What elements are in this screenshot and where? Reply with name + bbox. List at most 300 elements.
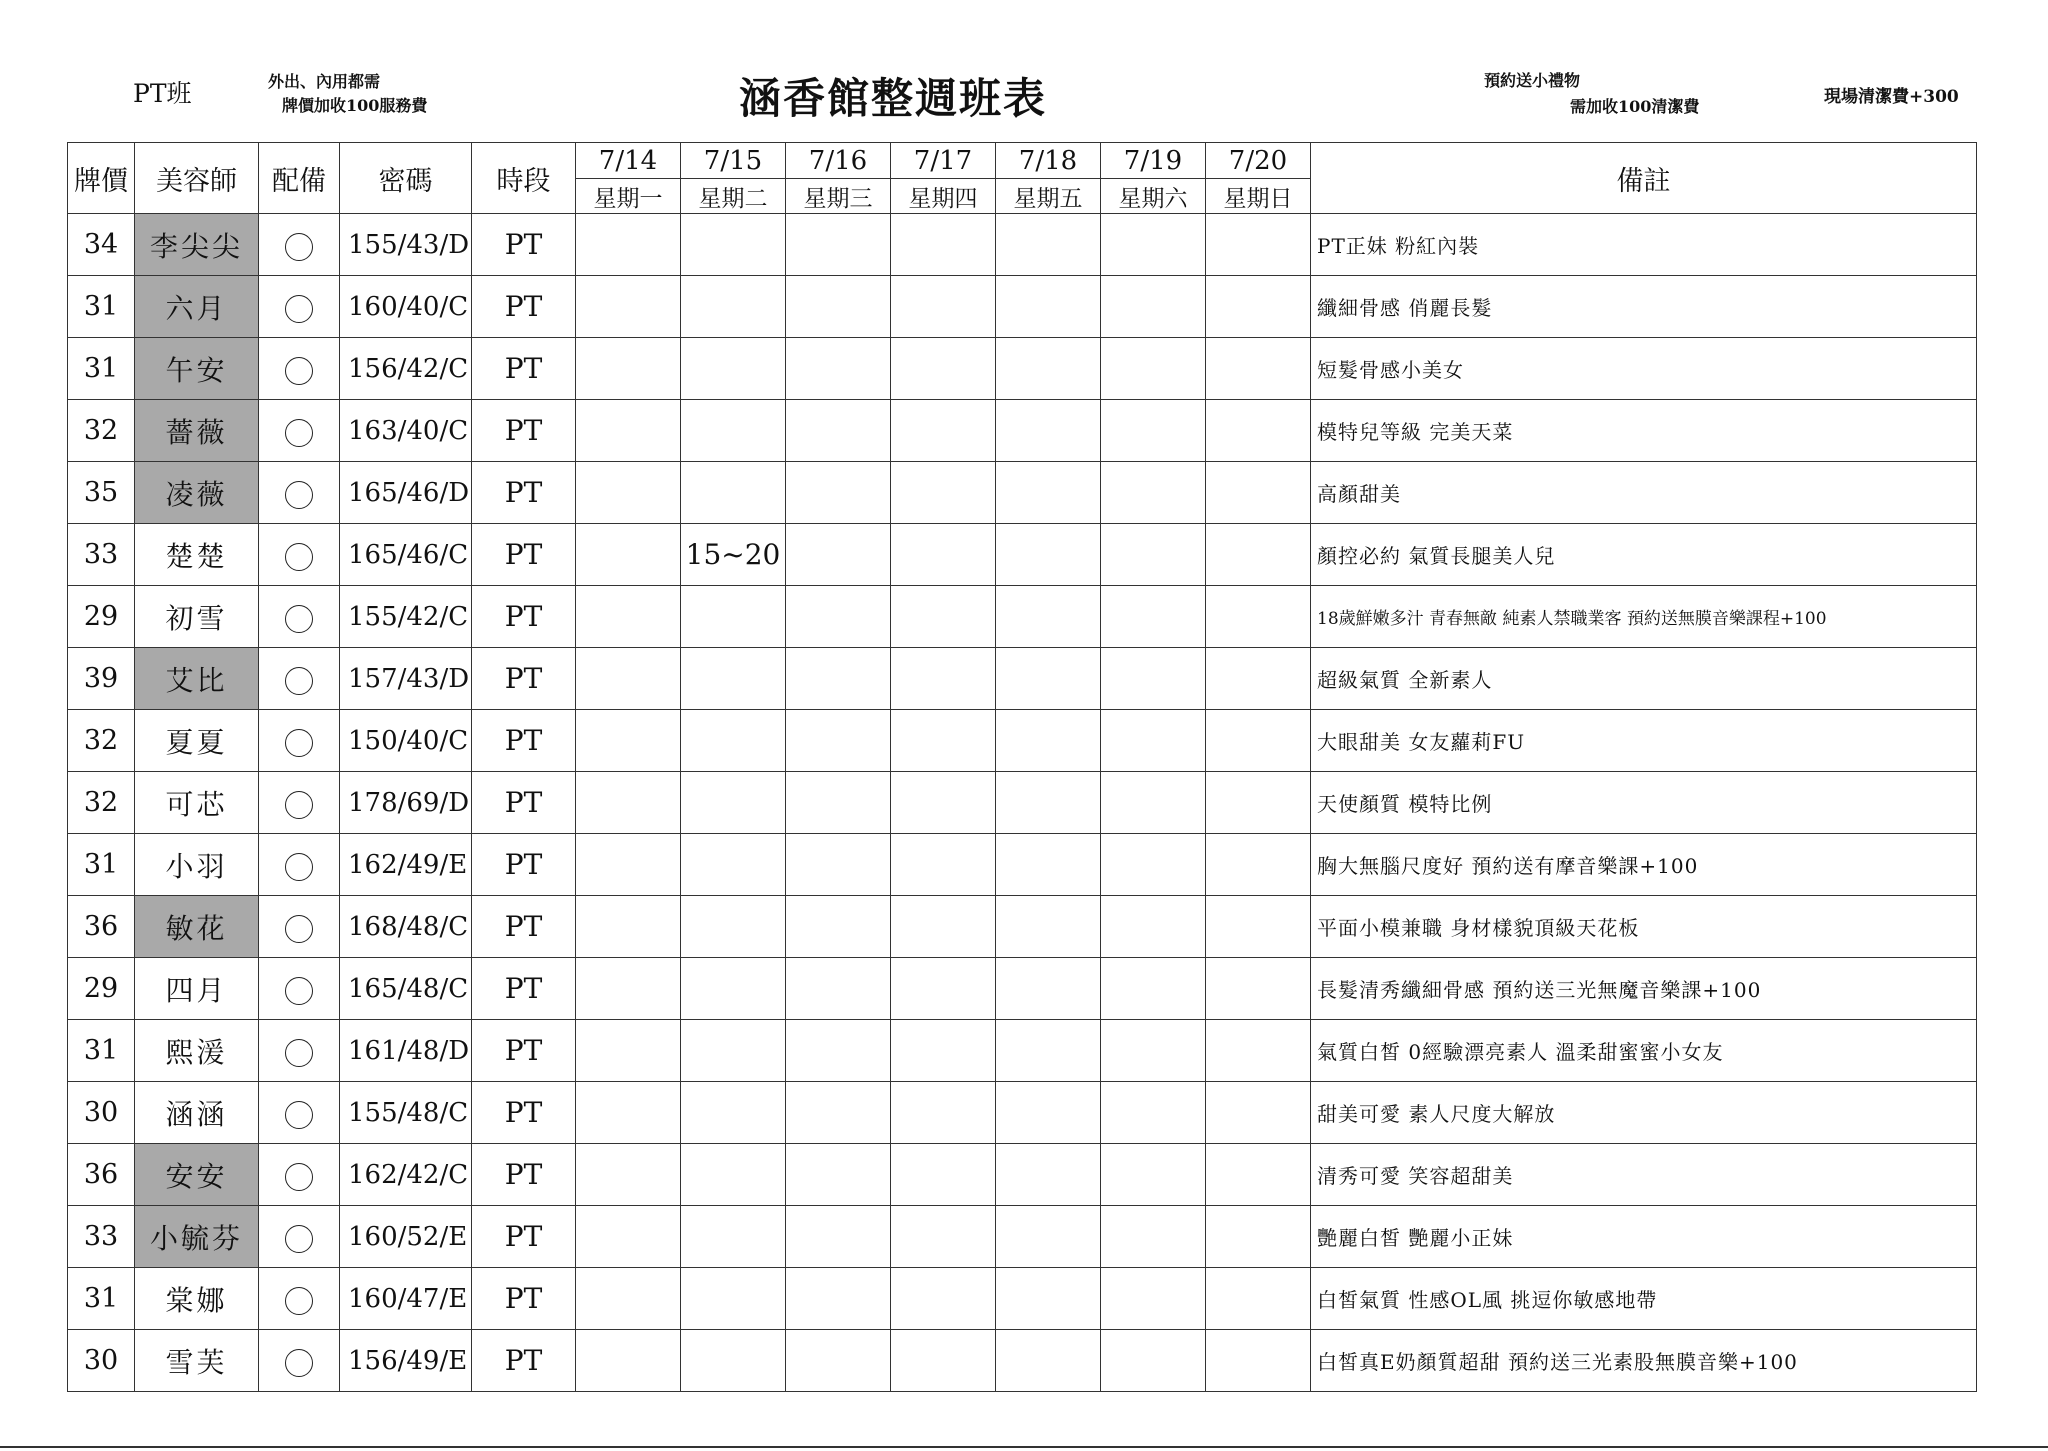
day-slot-cell [576, 338, 681, 400]
col-header-weekday: 星期四 [891, 179, 996, 214]
day-slot-cell [1101, 276, 1206, 338]
equip-cell [259, 1330, 340, 1392]
day-slot-cell [996, 958, 1101, 1020]
day-slot-cell [786, 1144, 891, 1206]
day-slot-cell [996, 1330, 1101, 1392]
price-cell: 36 [68, 1144, 135, 1206]
name-cell: 雪芙 [135, 1330, 259, 1392]
day-slot-cell [576, 462, 681, 524]
table-row [68, 1206, 1977, 1268]
day-slot-cell [1206, 1206, 1311, 1268]
day-slot-cell [1206, 338, 1311, 400]
day-slot-cell [681, 1268, 786, 1330]
day-slot-cell [1101, 896, 1206, 958]
col-header-weekday: 星期二 [681, 179, 786, 214]
day-slot-cell [1101, 772, 1206, 834]
name-cell: 四月 [135, 958, 259, 1020]
day-slot-cell [996, 896, 1101, 958]
day-slot-cell [996, 524, 1101, 586]
equip-cell [259, 648, 340, 710]
price-cell: 33 [68, 524, 135, 586]
day-slot-cell [1101, 1330, 1206, 1392]
cleaning-fee-note: 現場清潔費+300 [1824, 87, 1959, 107]
day-slot-cell [891, 1144, 996, 1206]
page-bottom-rule [0, 1446, 2048, 1448]
day-slot-cell [891, 1020, 996, 1082]
day-slot-cell [681, 1020, 786, 1082]
table-row [68, 524, 1977, 586]
name-cell: 棠娜 [135, 1268, 259, 1330]
day-slot-cell [1206, 1020, 1311, 1082]
day-slot-cell [576, 214, 681, 276]
remark-cell: 纖細骨感 俏麗長髮 [1311, 276, 1977, 338]
code-cell: 160/47/E [340, 1268, 472, 1330]
day-slot-cell [786, 214, 891, 276]
service-fee-note-line2: 牌價加收100服務費 [282, 96, 428, 115]
name-cell: 熙湲 [135, 1020, 259, 1082]
day-slot-cell [996, 1020, 1101, 1082]
name-cell: 初雪 [135, 586, 259, 648]
day-slot-cell [681, 586, 786, 648]
circle-icon [285, 295, 313, 323]
equip-cell [259, 1020, 340, 1082]
col-header-weekday: 星期五 [996, 179, 1101, 214]
day-slot-cell [681, 772, 786, 834]
day-slot-cell [1101, 1268, 1206, 1330]
day-slot-cell [1206, 772, 1311, 834]
page-title: 涵香館整週班表 [738, 74, 1047, 123]
day-slot-cell [786, 338, 891, 400]
day-slot-cell [576, 586, 681, 648]
table-body [68, 214, 1977, 1392]
price-cell: 32 [68, 400, 135, 462]
day-slot-cell [576, 648, 681, 710]
circle-icon [285, 1287, 313, 1315]
shift-cell: PT [472, 338, 576, 400]
name-cell: 楚楚 [135, 524, 259, 586]
shift-cell: PT [472, 214, 576, 276]
day-slot-cell [891, 958, 996, 1020]
code-cell: 156/49/E [340, 1330, 472, 1392]
code-cell: 155/42/C [340, 586, 472, 648]
equip-cell [259, 214, 340, 276]
day-slot-cell [1206, 400, 1311, 462]
table-row [68, 1144, 1977, 1206]
shift-cell: PT [472, 1082, 576, 1144]
name-cell: 薔薇 [135, 400, 259, 462]
remark-cell: 甜美可愛 素人尺度大解放 [1311, 1082, 1977, 1144]
shift-cell: PT [472, 276, 576, 338]
col-header-remarks: 備註 [1311, 143, 1977, 214]
day-slot-cell [1206, 958, 1311, 1020]
class-label: PT班 [133, 79, 192, 108]
day-slot-cell [891, 462, 996, 524]
day-slot-cell [996, 1206, 1101, 1268]
service-fee-note-line1: 外出、內用都需 [268, 72, 381, 91]
table-row [68, 772, 1977, 834]
table-row [68, 1268, 1977, 1330]
day-slot-cell [1101, 214, 1206, 276]
remark-cell: 高顏甜美 [1311, 462, 1977, 524]
code-cell: 161/48/D [340, 1020, 472, 1082]
day-slot-cell [786, 1330, 891, 1392]
circle-icon [285, 1163, 313, 1191]
circle-icon [285, 1039, 313, 1067]
name-cell: 安安 [135, 1144, 259, 1206]
day-slot-cell [786, 1268, 891, 1330]
circle-icon [285, 1349, 313, 1377]
circle-icon [285, 605, 313, 633]
day-slot-cell [681, 400, 786, 462]
day-slot-cell [681, 834, 786, 896]
day-slot-cell [891, 834, 996, 896]
day-slot-cell [996, 214, 1101, 276]
col-header-code: 密碼 [340, 143, 472, 214]
price-cell: 31 [68, 1020, 135, 1082]
day-slot-cell [1206, 648, 1311, 710]
day-slot-cell [1101, 1020, 1206, 1082]
col-header-date: 7/14 [576, 143, 681, 179]
equip-cell [259, 772, 340, 834]
price-cell: 29 [68, 958, 135, 1020]
remark-cell: 氣質白皙 0經驗漂亮素人 溫柔甜蜜蜜小女友 [1311, 1020, 1977, 1082]
shift-cell: PT [472, 1144, 576, 1206]
code-cell: 155/48/C [340, 1082, 472, 1144]
day-slot-cell [786, 958, 891, 1020]
day-slot-cell [1206, 524, 1311, 586]
shift-cell: PT [472, 896, 576, 958]
day-slot-cell [891, 772, 996, 834]
circle-icon [285, 481, 313, 509]
price-cell: 31 [68, 834, 135, 896]
price-cell: 39 [68, 648, 135, 710]
code-cell: 157/43/D [340, 648, 472, 710]
remark-cell: 平面小模兼職 身材樣貌頂級天花板 [1311, 896, 1977, 958]
shift-cell: PT [472, 772, 576, 834]
shift-cell: PT [472, 958, 576, 1020]
day-slot-cell [576, 1206, 681, 1268]
day-slot-cell [996, 1268, 1101, 1330]
day-slot-cell [996, 648, 1101, 710]
day-slot-cell [891, 524, 996, 586]
day-slot-cell [1101, 648, 1206, 710]
equip-cell [259, 338, 340, 400]
price-cell: 32 [68, 710, 135, 772]
day-slot-cell [1101, 958, 1206, 1020]
circle-icon [285, 977, 313, 1005]
day-slot-cell [786, 772, 891, 834]
code-cell: 165/48/C [340, 958, 472, 1020]
shift-cell: PT [472, 710, 576, 772]
gift-note-line2: 需加收100清潔費 [1570, 97, 1700, 116]
day-slot-cell [786, 276, 891, 338]
day-slot-cell [996, 276, 1101, 338]
remark-cell: 長髮清秀纖細骨感 預約送三光無魔音樂課+100 [1311, 958, 1977, 1020]
code-cell: 156/42/C [340, 338, 472, 400]
col-header-weekday: 星期一 [576, 179, 681, 214]
day-slot-cell [891, 338, 996, 400]
day-slot-cell [681, 338, 786, 400]
day-slot-cell [786, 1020, 891, 1082]
shift-cell: PT [472, 586, 576, 648]
day-slot-cell [1101, 524, 1206, 586]
circle-icon [285, 1101, 313, 1129]
code-cell: 162/42/C [340, 1144, 472, 1206]
name-cell: 李尖尖 [135, 214, 259, 276]
day-slot-cell [786, 462, 891, 524]
day-slot-cell [576, 1144, 681, 1206]
day-slot-cell [891, 1268, 996, 1330]
remark-cell: 胸大無腦尺度好 預約送有摩音樂課+100 [1311, 834, 1977, 896]
day-slot-cell [996, 338, 1101, 400]
day-slot-cell [891, 400, 996, 462]
day-slot-cell [996, 586, 1101, 648]
day-slot-cell [1206, 586, 1311, 648]
remark-cell: 天使顏質 模特比例 [1311, 772, 1977, 834]
day-slot-cell [891, 214, 996, 276]
day-slot-cell [1206, 1082, 1311, 1144]
shift-cell: PT [472, 648, 576, 710]
price-cell: 32 [68, 772, 135, 834]
remark-cell: 模特兒等級 完美天菜 [1311, 400, 1977, 462]
day-slot-cell [681, 958, 786, 1020]
day-slot-cell [1101, 1206, 1206, 1268]
circle-icon [285, 791, 313, 819]
col-header-date: 7/16 [786, 143, 891, 179]
circle-icon [285, 667, 313, 695]
day-slot-cell [786, 586, 891, 648]
equip-cell [259, 462, 340, 524]
table-row [68, 834, 1977, 896]
remark-cell: 顏控必約 氣質長腿美人兒 [1311, 524, 1977, 586]
day-slot-cell [576, 772, 681, 834]
day-slot-cell [786, 524, 891, 586]
equip-cell [259, 524, 340, 586]
day-slot-cell [891, 648, 996, 710]
table-row [68, 462, 1977, 524]
day-slot-cell [996, 1144, 1101, 1206]
day-slot-cell [891, 1330, 996, 1392]
equip-cell [259, 400, 340, 462]
day-slot-cell [786, 400, 891, 462]
price-cell: 31 [68, 1268, 135, 1330]
price-cell: 30 [68, 1330, 135, 1392]
day-slot-cell [576, 524, 681, 586]
name-cell: 六月 [135, 276, 259, 338]
name-cell: 夏夏 [135, 710, 259, 772]
remark-cell: 艷麗白皙 艷麗小正妹 [1311, 1206, 1977, 1268]
table-row [68, 400, 1977, 462]
day-slot-cell [681, 1206, 786, 1268]
day-slot-cell: 15~20 [681, 524, 786, 586]
col-header-date: 7/19 [1101, 143, 1206, 179]
col-header-date: 7/17 [891, 143, 996, 179]
shift-cell: PT [472, 1206, 576, 1268]
day-slot-cell [576, 896, 681, 958]
day-slot-cell [681, 710, 786, 772]
price-cell: 36 [68, 896, 135, 958]
circle-icon [285, 729, 313, 757]
equip-cell [259, 1082, 340, 1144]
day-slot-cell [996, 772, 1101, 834]
code-cell: 168/48/C [340, 896, 472, 958]
weekly-schedule-table [67, 142, 1977, 1392]
day-slot-cell [1101, 710, 1206, 772]
name-cell: 午安 [135, 338, 259, 400]
shift-cell: PT [472, 462, 576, 524]
circle-icon [285, 1225, 313, 1253]
day-slot-cell [1101, 462, 1206, 524]
code-cell: 155/43/D [340, 214, 472, 276]
name-cell: 涵涵 [135, 1082, 259, 1144]
day-slot-cell [786, 1082, 891, 1144]
price-cell: 33 [68, 1206, 135, 1268]
day-slot-cell [1206, 710, 1311, 772]
price-cell: 34 [68, 214, 135, 276]
day-slot-cell [1101, 1082, 1206, 1144]
remark-cell: 大眼甜美 女友蘿莉FU [1311, 710, 1977, 772]
circle-icon [285, 233, 313, 261]
day-slot-cell [1101, 400, 1206, 462]
day-slot-cell [576, 1330, 681, 1392]
name-cell: 可芯 [135, 772, 259, 834]
equip-cell [259, 586, 340, 648]
price-cell: 29 [68, 586, 135, 648]
day-slot-cell [996, 400, 1101, 462]
day-slot-cell [891, 710, 996, 772]
name-cell: 小羽 [135, 834, 259, 896]
day-slot-cell [681, 896, 786, 958]
table-row [68, 1082, 1977, 1144]
day-slot-cell [1206, 1330, 1311, 1392]
day-slot-cell [786, 896, 891, 958]
day-slot-cell [576, 1082, 681, 1144]
shift-cell: PT [472, 1020, 576, 1082]
code-cell: 178/69/D [340, 772, 472, 834]
table-row [68, 1330, 1977, 1392]
equip-cell [259, 834, 340, 896]
day-slot-cell [891, 1082, 996, 1144]
day-slot-cell [1206, 214, 1311, 276]
col-header-weekday: 星期三 [786, 179, 891, 214]
remark-cell: 白皙氣質 性感OL風 挑逗你敏感地帶 [1311, 1268, 1977, 1330]
day-slot-cell [681, 648, 786, 710]
code-cell: 163/40/C [340, 400, 472, 462]
table-row [68, 896, 1977, 958]
day-slot-cell [996, 834, 1101, 896]
day-slot-cell [1206, 834, 1311, 896]
col-header-equip: 配備 [259, 143, 340, 214]
remark-cell: 清秀可愛 笑容超甜美 [1311, 1144, 1977, 1206]
day-slot-cell [1206, 462, 1311, 524]
shift-cell: PT [472, 1330, 576, 1392]
day-slot-cell [786, 834, 891, 896]
table-row [68, 648, 1977, 710]
table-row [68, 586, 1977, 648]
name-cell: 凌薇 [135, 462, 259, 524]
day-slot-cell [786, 710, 891, 772]
col-header-weekday: 星期日 [1206, 179, 1311, 214]
name-cell: 敏花 [135, 896, 259, 958]
equip-cell [259, 1144, 340, 1206]
col-header-name: 美容師 [135, 143, 259, 214]
equip-cell [259, 896, 340, 958]
equip-cell [259, 710, 340, 772]
table-row [68, 338, 1977, 400]
table-row [68, 1020, 1977, 1082]
col-header-date: 7/20 [1206, 143, 1311, 179]
price-cell: 31 [68, 276, 135, 338]
code-cell: 162/49/E [340, 834, 472, 896]
day-slot-cell [786, 1206, 891, 1268]
day-slot-cell [1206, 896, 1311, 958]
price-cell: 30 [68, 1082, 135, 1144]
day-slot-cell [1101, 338, 1206, 400]
shift-cell: PT [472, 834, 576, 896]
col-header-price: 牌價 [68, 143, 135, 214]
day-slot-cell [996, 710, 1101, 772]
day-slot-cell [891, 1206, 996, 1268]
day-slot-cell [1101, 586, 1206, 648]
table-row [68, 710, 1977, 772]
day-slot-cell [1101, 1144, 1206, 1206]
code-cell: 165/46/C [340, 524, 472, 586]
circle-icon [285, 915, 313, 943]
shift-cell: PT [472, 524, 576, 586]
shift-cell: PT [472, 400, 576, 462]
equip-cell [259, 958, 340, 1020]
day-slot-cell [681, 1330, 786, 1392]
col-header-date: 7/18 [996, 143, 1101, 179]
remark-cell: 白皙真E奶顏質超甜 預約送三光素股無膜音樂+100 [1311, 1330, 1977, 1392]
code-cell: 160/52/E [340, 1206, 472, 1268]
name-cell: 艾比 [135, 648, 259, 710]
remark-cell: 超級氣質 全新素人 [1311, 648, 1977, 710]
circle-icon [285, 357, 313, 385]
day-slot-cell [576, 834, 681, 896]
price-cell: 31 [68, 338, 135, 400]
code-cell: 150/40/C [340, 710, 472, 772]
shift-cell: PT [472, 1268, 576, 1330]
day-slot-cell [576, 400, 681, 462]
day-slot-cell [681, 276, 786, 338]
remark-cell: 短髮骨感小美女 [1311, 338, 1977, 400]
day-slot-cell [891, 896, 996, 958]
circle-icon [285, 419, 313, 447]
day-slot-cell [1101, 834, 1206, 896]
day-slot-cell [891, 586, 996, 648]
day-slot-cell [681, 1144, 786, 1206]
price-cell: 35 [68, 462, 135, 524]
day-slot-cell [576, 958, 681, 1020]
day-slot-cell [996, 462, 1101, 524]
day-slot-cell [681, 214, 786, 276]
table-row [68, 276, 1977, 338]
day-slot-cell [1206, 1144, 1311, 1206]
code-cell: 160/40/C [340, 276, 472, 338]
table-row [68, 214, 1977, 276]
day-slot-cell [891, 276, 996, 338]
table-header [68, 143, 1977, 214]
day-slot-cell [576, 1020, 681, 1082]
col-header-date: 7/15 [681, 143, 786, 179]
circle-icon [285, 543, 313, 571]
circle-icon [285, 853, 313, 881]
col-header-weekday: 星期六 [1101, 179, 1206, 214]
remark-cell: 18歲鮮嫩多汁 青春無敵 純素人禁職業客 預約送無膜音樂課程+100 [1311, 586, 1977, 648]
name-cell: 小毓芬 [135, 1206, 259, 1268]
col-header-shift: 時段 [472, 143, 576, 214]
